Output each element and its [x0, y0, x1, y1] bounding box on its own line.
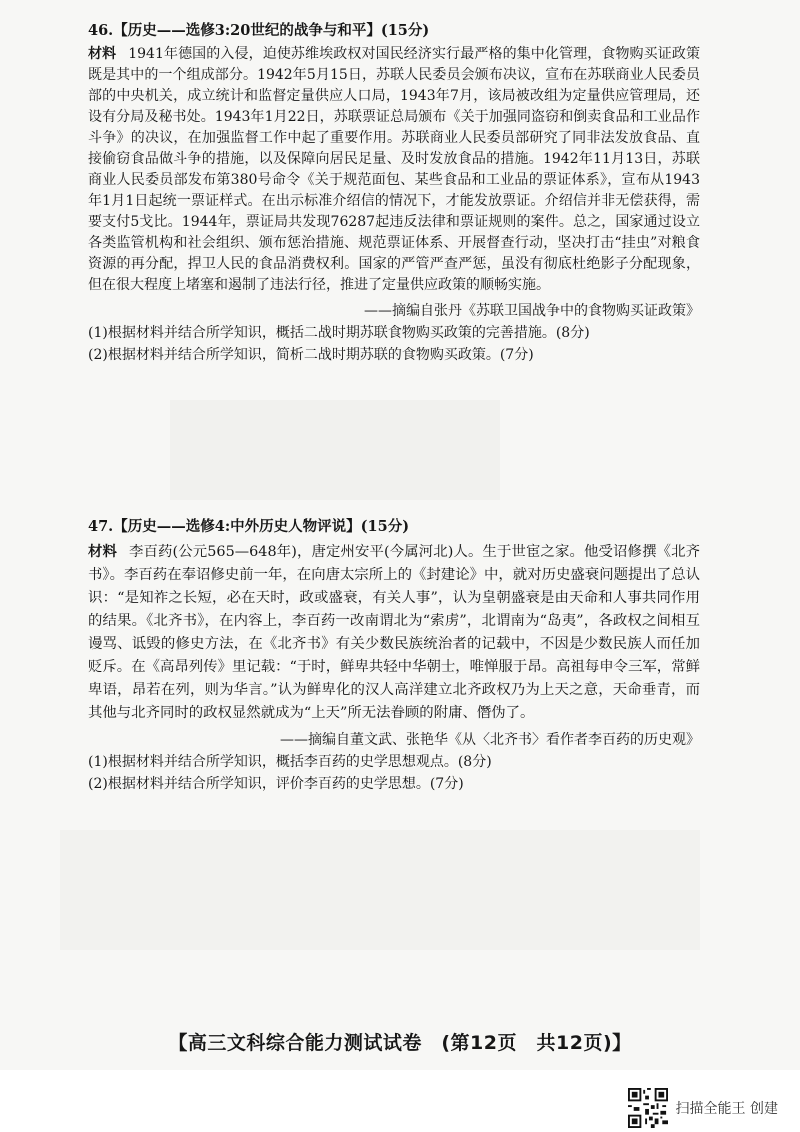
page-footer: 【高三文科综合能力测试试卷 (第12页 共12页)】: [168, 1032, 632, 1054]
material-text: 1941年德国的入侵，迫使苏维埃政权对国民经济实行最严格的集中化管理，食物购买证政策既是其中的一个组成部分。1942年5月15日，苏联人民委员会颁布决议，宣布在苏联商业人民委员部的中央机关，成立统计和监督定量供应人口局，1943年7月，该局被改组为定量供应管理局，还设有分局及秘书处。1943年1月22日，苏联票证总局颁布《关于加强同盗窃和倒卖食品和工业品作斗争》的决议，在加强监督工作中起了重要作用。苏联商业人民委员部研究了同非法发放食品、直接偷窃食品做斗争的措施，以及保障向居民足量、及时发放食品的措施。1942年11月13日，苏联商业人民委员部发布第380号命令《关于规范面包、某些食品和工业品的票证体系》，宣布从1943年1月1日起统一票证样式。在出示标准介绍信的情况下，才能发放票证。介绍信并非无偿获得，需要支付5戈比。1944年，票证局共发现76287起违反法律和票证规则的案件。总之，国家通过设立各类监管机构和社会组织、颁布惩治措施、规范票证体系、开展督查行动，坚决打击“挂虫”对粮食资源的再分配，捍卫人民的食品消费权利。国家的严管严查严惩，虽没有彻底杜绝影子分配现象，但在很大程度上堵塞和遏制了违法行径，推进了定量供应政策的顺畅实施。: [88, 46, 700, 293]
bleed-through-mark: [60, 830, 700, 950]
question-46: [88, 20, 700, 366]
material-label: 材料: [88, 543, 118, 560]
qr-code-icon: [628, 1088, 668, 1128]
sub-question: (2)根据材料并结合所学知识，简析二战时期苏联的食物购买政策。(7分): [88, 347, 534, 363]
sub-question: (1)根据材料并结合所学知识，概括二战时期苏联食物购买政策的完善措施。(8分): [88, 325, 590, 341]
question-47: [88, 516, 700, 795]
question-47-heading: 47.【历史——选修4:中外历史人物评说】(15分): [88, 518, 410, 535]
material-label: 材料: [88, 46, 117, 62]
question-46-heading: 46.【历史——选修3:20世纪的战争与和平】(15分): [88, 22, 430, 39]
material-source: ——摘编自董文武、张艳华《从〈北齐书〉看作者李百药的历史观》: [280, 732, 700, 748]
bleed-through-mark: [170, 400, 500, 500]
sub-question: (2)根据材料并结合所学知识，评价李百药的史学思想。(7分): [88, 776, 464, 792]
sub-question: (1)根据材料并结合所学知识，概括李百药的史学思想观点。(8分): [88, 754, 492, 770]
scanner-label: 扫描全能王 创建: [675, 1101, 778, 1117]
material-text: 李百药(公元565—648年)，唐定州安平(今属河北)人。生于世宦之家。他受诏修撰《北齐书》。李百药在奉诏修史前一年，在向唐太宗所上的《封建论》中，就对历史盛衰问题提出了总认识：“是知祚之长短，必在天时，政或盛衰，有关人事”，认为皇朝盛衰是由天命和人事共同作用的结果。《北齐书》，在内容上，李百药一改南谓北为“索虏”，北谓南为“岛夷”，各政权之间相互谩骂、诋毁的修史方法，在《北齐书》有关少数民族统治者的记载中，不因是少数民族人而任加贬斥。在《高昂列传》里记载：“于时，鲜卑共轻中华朝士，唯惮服于昂。高祖每申令三军，常鲜卑语，昂若在列，则为华言。”认为鲜卑化的汉人高洋建立北齐政权乃为上天之意，天命垂青，而其他与北齐同时的政权显然就成为“上天”所无法眷顾的附庸、僭伪了。: [88, 544, 700, 721]
question-47-material: [88, 540, 700, 725]
question-46-material: [88, 44, 700, 296]
scanner-watermark: [628, 1088, 778, 1128]
material-source: ——摘编自张丹《苏联卫国战争中的食物购买证政策》: [364, 303, 700, 319]
